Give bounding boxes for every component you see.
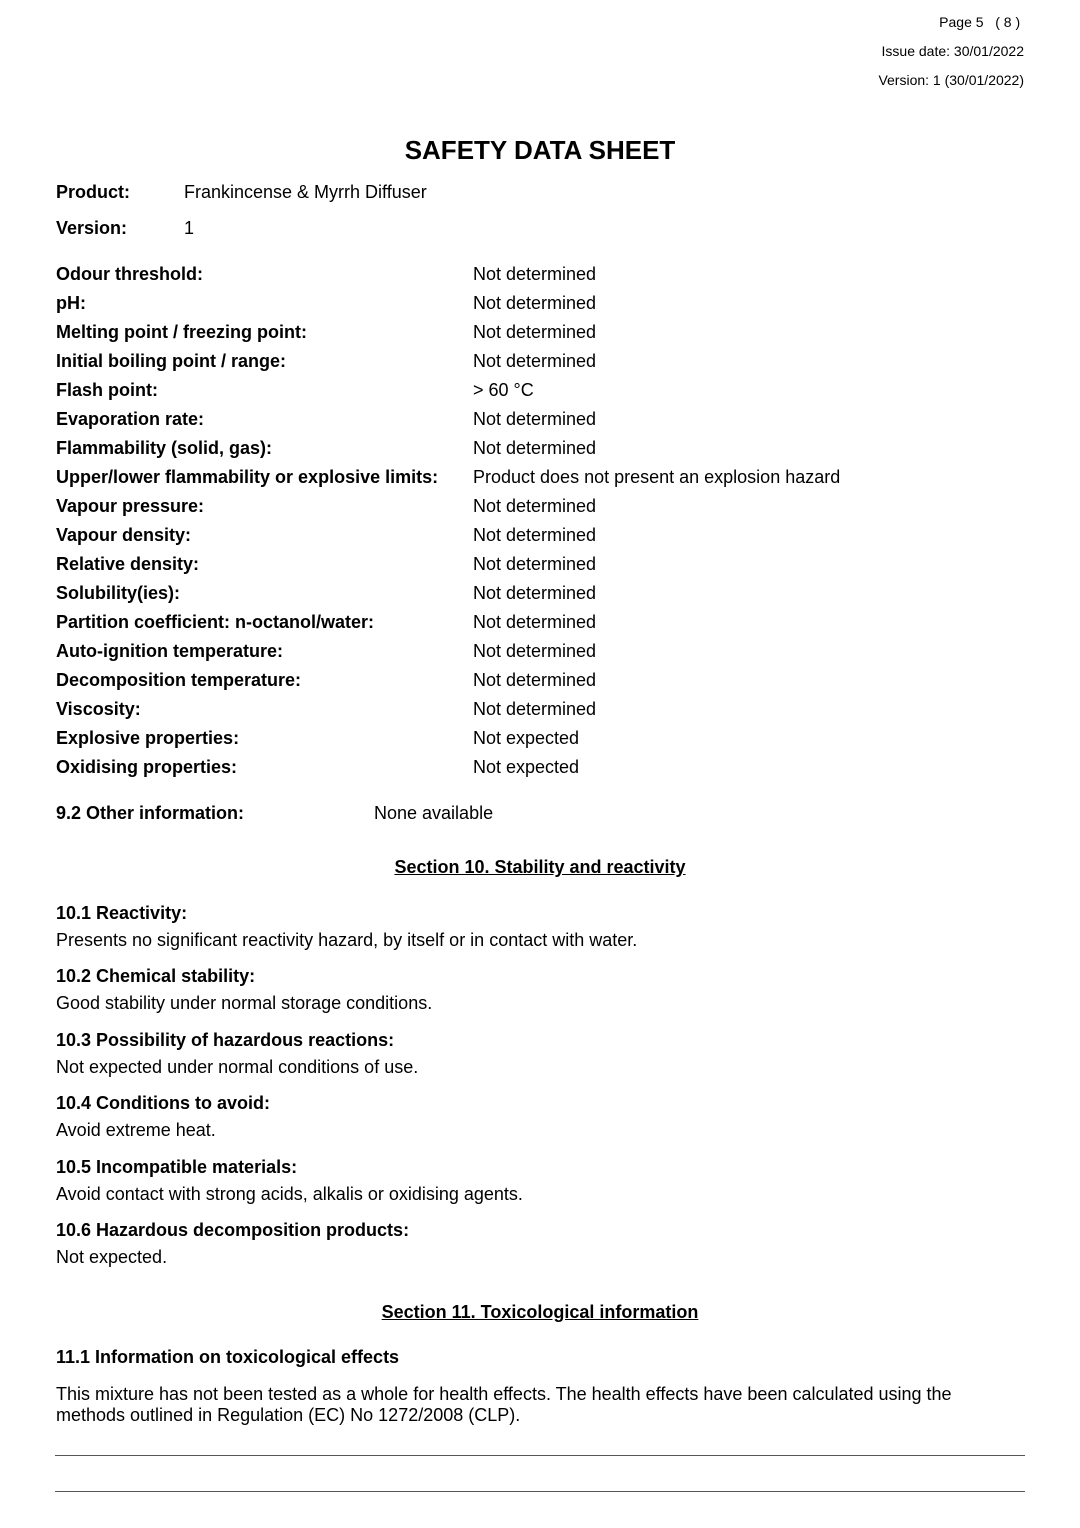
property-value: Not determined	[473, 496, 597, 516]
property-value: Not determined	[473, 438, 597, 458]
property-label: Flammability (solid, gas):	[56, 438, 273, 458]
subsection-heading: 10.5 Incompatible materials:	[56, 1157, 298, 1177]
property-value: Not expected	[473, 757, 580, 777]
property-label: Flash point:	[56, 380, 158, 400]
property-label: Solubility(ies):	[56, 583, 181, 603]
subsection-heading: 10.6 Hazardous decomposition products:	[56, 1220, 410, 1240]
page-number	[939, 14, 1024, 30]
other-info-label: 9.2 Other information:	[56, 803, 245, 823]
property-value: Not determined	[473, 583, 597, 603]
subsection-text: Presents no significant reactivity hazard, by itself or in contact with water.	[56, 930, 638, 950]
property-value: Not determined	[473, 293, 597, 313]
property-value: Not determined	[473, 409, 597, 429]
property-label: Initial boiling point / range:	[56, 351, 286, 371]
property-value: Not determined	[473, 525, 597, 545]
property-label: Evaporation rate:	[56, 409, 205, 429]
property-label: Partition coefficient: n-octanol/water:	[56, 612, 375, 632]
subsection-heading: 10.4 Conditions to avoid:	[56, 1093, 271, 1113]
toxicology-paragraph: This mixture has not been tested as a whole for health effects. The health effects have been calculated using the methods outlined in Regulation (EC) No 1272/2008 (CLP).	[56, 1384, 952, 1425]
property-value: Not determined	[473, 322, 597, 342]
subsection-text: Not expected under normal conditions of use.	[56, 1057, 419, 1077]
section-10-title: Section 10. Stability and reactivity	[394, 857, 686, 877]
property-label: Vapour density:	[56, 525, 192, 545]
property-value: Not determined	[473, 351, 597, 371]
property-value: Not expected	[473, 728, 580, 748]
subsection-heading: 10.3 Possibility of hazardous reactions:	[56, 1030, 395, 1050]
property-label: Vapour pressure:	[56, 496, 205, 516]
section-11-title: Section 11. Toxicological information	[381, 1302, 699, 1322]
property-value: Not determined	[473, 641, 597, 661]
property-value: Not determined	[473, 699, 597, 719]
subsection-heading: 11.1 Information on toxicological effects	[56, 1347, 400, 1367]
property-label: Odour threshold:	[56, 264, 203, 284]
property-value: Not determined	[473, 670, 597, 690]
product-value: Frankincense & Myrrh Diffuser	[184, 182, 427, 202]
product-label: Product:	[56, 182, 130, 202]
version-value: 1	[184, 218, 195, 238]
subsection-text: Not expected.	[56, 1247, 168, 1267]
other-info-value: None available	[374, 803, 494, 823]
subsection-text: Avoid extreme heat.	[56, 1120, 216, 1140]
property-label: Decomposition temperature:	[56, 670, 302, 690]
property-label: pH:	[56, 293, 86, 313]
page-label: Page 5	[939, 14, 984, 30]
property-label: Relative density:	[56, 554, 200, 574]
property-label: Oxidising properties:	[56, 757, 238, 777]
property-label: Upper/lower flammability or explosive limits:	[56, 467, 439, 487]
property-label: Auto-ignition temperature:	[56, 641, 283, 661]
subsection-heading: 10.2 Chemical stability:	[56, 966, 256, 986]
issue-date: Issue date: 30/01/2022	[881, 43, 1024, 59]
subsection-text: Good stability under normal storage conditions.	[56, 993, 433, 1013]
version-label: Version:	[56, 218, 128, 238]
footer-divider-bottom	[55, 1491, 1025, 1492]
footer-divider-top	[55, 1455, 1025, 1456]
subsection-heading: 10.1 Reactivity:	[56, 903, 188, 923]
property-value: Product does not present an explosion hazard	[473, 467, 841, 487]
property-value: Not determined	[473, 612, 597, 632]
version-date: Version: 1 (30/01/2022)	[878, 72, 1024, 88]
property-value: Not determined	[473, 264, 597, 284]
page-total: ( 8 )	[995, 14, 1021, 30]
property-label: Viscosity:	[56, 699, 141, 719]
subsection-text: Avoid contact with strong acids, alkalis or oxidising agents.	[56, 1184, 523, 1204]
property-value: > 60 °C	[473, 380, 534, 400]
property-label: Explosive properties:	[56, 728, 240, 748]
property-value: Not determined	[473, 554, 597, 574]
property-label: Melting point / freezing point:	[56, 322, 307, 342]
document-title: SAFETY DATA SHEET	[404, 135, 676, 165]
